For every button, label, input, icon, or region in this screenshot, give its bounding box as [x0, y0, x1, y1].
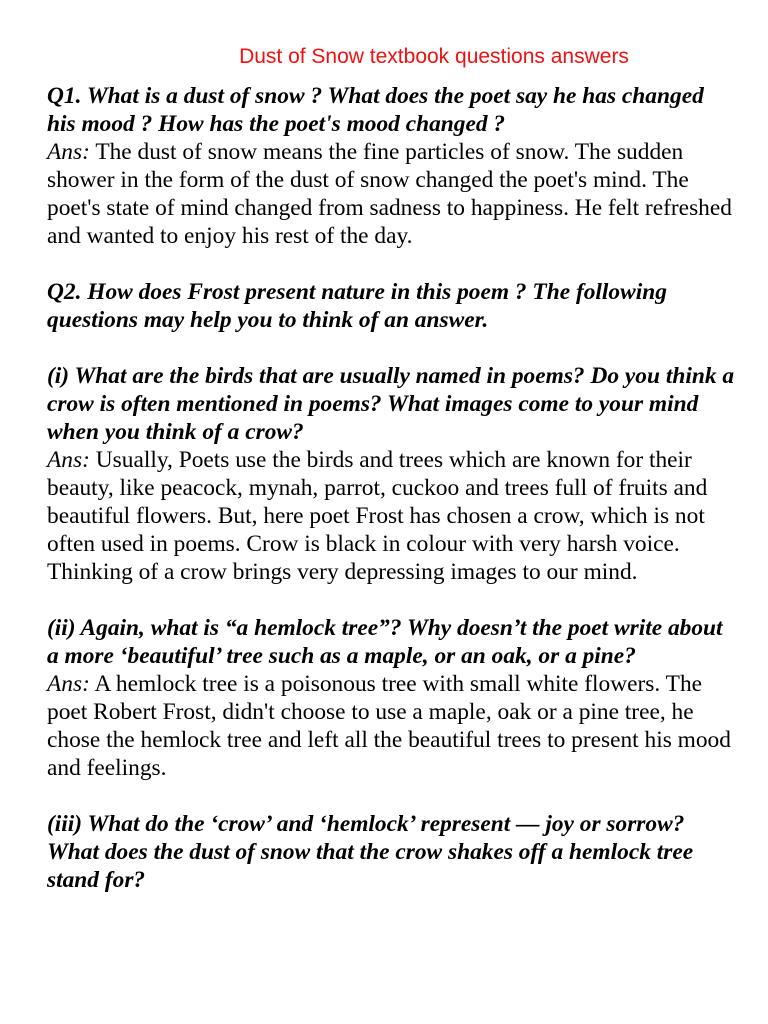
question-text: (i) What are the birds that are usually named in poems? Do you think a crow is often mentioned in poems? What images come to your mind when you think of a crow?	[47, 363, 735, 445]
question-text: Q2. How does Frost present nature in this poem ? The following questions may help you to think of an answer.	[47, 279, 667, 333]
question-text: (iii) What do the ‘crow’ and ‘hemlock’ represent — joy or sorrow? What does the dust of snow that the crow shakes off a hemlock tree stand for?	[47, 811, 694, 893]
question-block-ii	[47, 614, 737, 782]
answer-paragraph	[47, 138, 737, 250]
question-block-q1	[47, 82, 737, 250]
answer-text: Usually, Poets use the birds and trees which are known for their beauty, like peacock, mynah, parrot, cuckoo and trees full of fruits and beautiful flowers. But, here poet Frost has chosen a crow, which is not often used in poems. Crow is black in colour with very harsh voice. Thinking of a crow brings very depressing images to our mind.	[47, 447, 708, 585]
answer-label: Ans:	[47, 139, 90, 165]
question-text: Q1. What is a dust of snow ? What does the poet say he has changed his mood ? How has the poet's mood changed ?	[47, 83, 704, 137]
question-text: (ii) Again, what is “a hemlock tree”? Why doesn’t the poet write about a more ‘beautiful’ tree such as a maple, or an oak, or a pine?	[47, 615, 723, 669]
answer-label: Ans:	[47, 671, 90, 697]
question-block-q2	[47, 278, 737, 334]
question-block-iii	[47, 810, 737, 894]
question-block-i	[47, 362, 737, 586]
answer-label: Ans:	[47, 447, 90, 473]
answer-text: The dust of snow means the fine particles of snow. The sudden shower in the form of the dust of snow changed the poet's mind. The poet's state of mind changed from sadness to happiness. He felt refreshed and wanted to enjoy his rest of the day.	[47, 139, 732, 249]
answer-paragraph	[47, 446, 737, 586]
answer-paragraph	[47, 670, 737, 782]
answer-text: A hemlock tree is a poisonous tree with small white flowers. The poet Robert Frost, didn't choose to use a maple, oak or a pine tree, he chose the hemlock tree and left all the beautiful trees to present his mood and feelings.	[47, 671, 731, 781]
document-body	[47, 82, 737, 922]
page-title: Dust of Snow textbook questions answers	[239, 45, 629, 68]
